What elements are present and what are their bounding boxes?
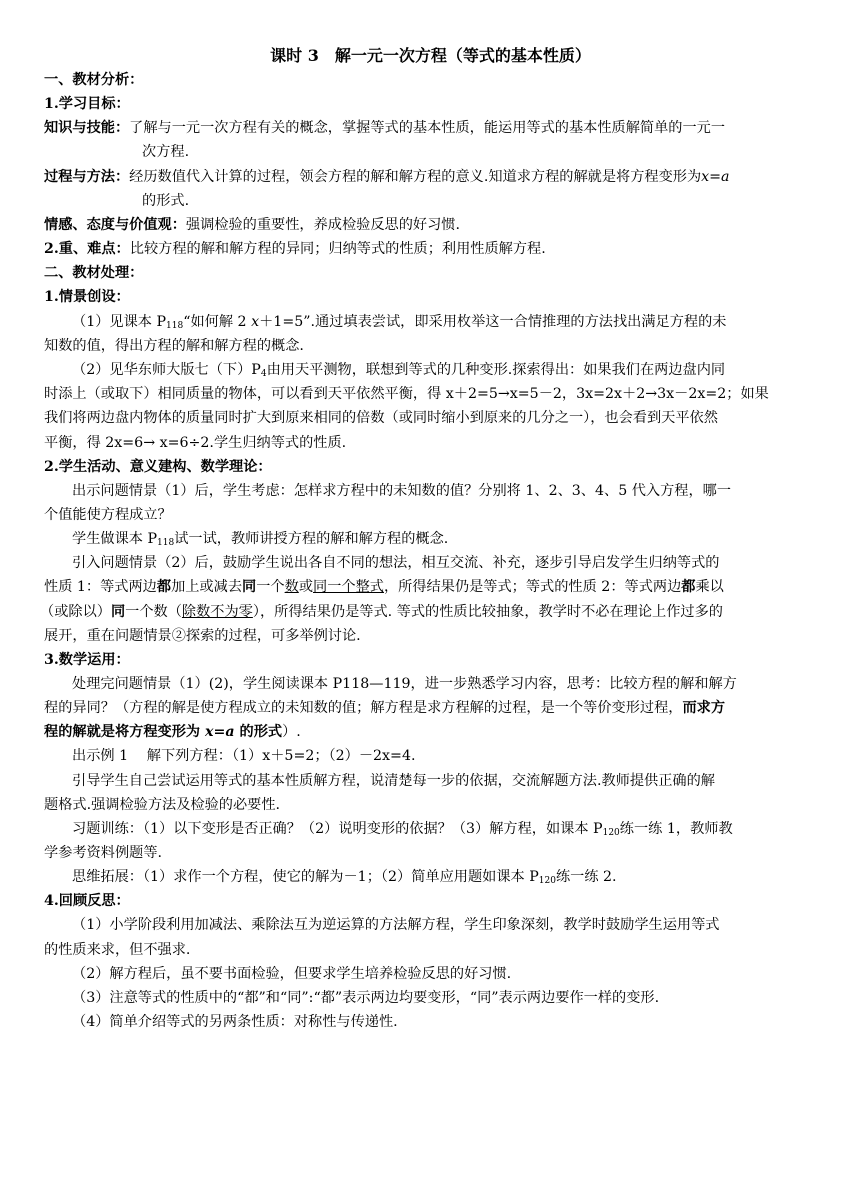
scenario-p2-line-1 bbox=[72, 361, 725, 379]
activity-p2-line bbox=[72, 530, 448, 548]
scenario-p1-text-b: “如何解 2 bbox=[183, 314, 247, 330]
page-ref-sub: 120 bbox=[602, 828, 620, 838]
application-p1-bold-b: 程的解就是将方程变形为 bbox=[44, 724, 206, 740]
extension-text-b: 练一练 2. bbox=[555, 869, 617, 885]
property-text-huo: 或 bbox=[298, 579, 314, 595]
property-text-a: 性质 1：等式两边 bbox=[44, 579, 157, 595]
page-ref-sub: 118 bbox=[166, 321, 184, 331]
emphasis-tong: 同 bbox=[242, 579, 257, 595]
extension-line bbox=[72, 868, 617, 886]
scenario-p1-text-c: ＋1=5”.通过填表尝试，即采用枚举这一合情推理的方法找出满足方程的未 bbox=[259, 314, 727, 330]
goals-heading: 1.学习目标： bbox=[44, 96, 130, 112]
property-text-f: （或除以） bbox=[40, 604, 111, 620]
key-line bbox=[44, 240, 546, 258]
scenario-heading: 1.情景创设： bbox=[44, 289, 130, 305]
reflection-2-line: （2）解方程后，虽不要书面检验，但要求学生培养检验反思的好习惯. bbox=[72, 966, 512, 982]
application-x-eq-a: x=a bbox=[205, 724, 235, 740]
activity-p1-line-2: 个值能使方程成立？ bbox=[44, 507, 172, 523]
guide-line-1: 引导学生自己尝试运用等式的基本性质解方程，说清楚每一步的依据，交流解题方法.教师提供正确的解 bbox=[72, 773, 715, 789]
knowledge-label: 知识与技能： bbox=[44, 120, 130, 136]
scenario-p2-line-4: 平衡，得 2x=6→ x=6÷2.学生归纳等式的性质. bbox=[44, 435, 347, 451]
reflection-3-line: （3）注意等式的性质中的“都”和“同”:“都”表示两边均要变形，“同”表示两边要作一样的变形. bbox=[72, 990, 660, 1006]
application-p1-end: ）. bbox=[282, 724, 301, 740]
activity-p3-line-2 bbox=[44, 578, 724, 596]
process-line-1 bbox=[44, 168, 730, 186]
reflection-4-line: （4）简单介绍等式的另两条性质：对称性与传递性. bbox=[72, 1014, 398, 1030]
application-p1-text: 程的异同？（方程的解是使方程成立的未知数的值；解方程是求方程解的过程，是一个等价变形过程， bbox=[44, 700, 683, 716]
underlined-integral-expression: 同一个整式 bbox=[313, 579, 384, 595]
knowledge-text-2: 次方程. bbox=[142, 144, 190, 160]
application-p1-line-3 bbox=[44, 723, 301, 741]
underlined-shu: 数 bbox=[284, 579, 299, 595]
activity-heading: 2.学生活动、意义建构、数学理论： bbox=[44, 459, 272, 475]
page-ref-sub: 120 bbox=[538, 876, 556, 886]
activity-p3-line-4: 展开，重在问题情景②探索的过程，可多举例讨论. bbox=[44, 628, 361, 644]
page-ref-sub: 4 bbox=[260, 369, 267, 379]
drill-line-2: 学参考资料例题等. bbox=[44, 845, 163, 861]
extension-text-a: 思维拓展：（1）求作一个方程，使它的解为－1；（2）简单应用题如课本 P bbox=[72, 869, 539, 885]
activity-p3-line-3 bbox=[40, 603, 723, 621]
emphasis-dou: 都 bbox=[156, 579, 172, 595]
reflection-1-line-1: （1）小学阶段利用加减法、乘除法互为逆运算的方法解方程，学生印象深刻，教学时鼓励学生运用等式 bbox=[72, 917, 720, 933]
activity-p3-line-1: 引入问题情景（2）后，鼓励学生说出各自不同的想法，相互交流、补充，逐步引导启发学生归纳等式的 bbox=[72, 555, 720, 571]
application-p1-bold-c: 的形式 bbox=[234, 724, 283, 740]
property-text-b: 加上或减去 bbox=[171, 579, 243, 595]
process-text-1: 经历数值代入计算的过程，领会方程的解和解方程的意义.知道求方程的解就是将方程变形为 bbox=[129, 169, 702, 185]
activity-p2-text-a: 学生做课本 P bbox=[72, 531, 157, 547]
activity-p1-line-1: 出示问题情景（1）后，学生考虑：怎样求方程中的未知数的值？分别将 1、2、3、4、5 代入方程，哪一 bbox=[72, 483, 732, 499]
knowledge-text-1: 了解与一元一次方程有关的概念，掌握等式的基本性质，能运用等式的基本性质解简单的一元一 bbox=[129, 120, 726, 136]
process-text-2: 的形式. bbox=[142, 193, 190, 209]
drill-text-a: 习题训练：（1）以下变形是否正确？（2）说明变形的依据？（3）解方程，如课本 P bbox=[72, 821, 603, 837]
scenario-p1-line-2: 知数的值，得出方程的解和解方程的概念. bbox=[44, 338, 304, 354]
example-1-line: 出示例 1 解下列方程：（1）x＋5=2；（2）－2x=4. bbox=[72, 748, 416, 764]
emphasis-dou-2: 都 bbox=[681, 579, 696, 595]
underlined-divisor-nonzero: 除数不为零 bbox=[181, 604, 253, 620]
property-text-c: 一个 bbox=[256, 579, 285, 595]
property-text-d: ，所得结果仍是等式；等式的性质 2：等式两边 bbox=[383, 579, 682, 595]
drill-line-1 bbox=[72, 820, 733, 838]
scenario-p1-line-1 bbox=[72, 313, 726, 331]
application-p1-line-2 bbox=[44, 699, 725, 717]
property-text-e: 乘以 bbox=[695, 579, 724, 595]
drill-text-b: 练一练 1，教师教 bbox=[619, 821, 733, 837]
scenario-p2-line-2: 时添上（或取下）相同质量的物体，可以看到天平依然平衡，得 x＋2=5→x=5－2，3x=2x＋2→3x－2x=2；如果 bbox=[44, 386, 769, 402]
page-title: 课时 3 解一元一次方程（等式的基本性质） bbox=[270, 46, 591, 65]
emotion-label: 情感、态度与价值观： bbox=[44, 217, 186, 233]
emotion-line bbox=[44, 216, 460, 234]
emotion-text: 强调检验的重要性，养成检验反思的好习惯. bbox=[185, 217, 460, 233]
activity-p2-text-b: 试一试，教师讲授方程的解和解方程的概念. bbox=[174, 531, 449, 547]
knowledge-line-1 bbox=[44, 119, 725, 137]
application-heading: 3.数学运用： bbox=[44, 652, 130, 668]
scenario-p2-line-3: 我们将两边盘内物体的质量同时扩大到原来相同的倍数（或同时缩小到原来的几分之一），也会看到天平依然 bbox=[44, 410, 718, 426]
key-text: 比较方程的解和解方程的异同；归纳等式的性质；利用性质解方程. bbox=[129, 241, 546, 257]
reflection-1-line-2: 的性质来求，但不强求. bbox=[44, 942, 191, 958]
guide-line-2: 题格式.强调检验方法及检验的必要性. bbox=[44, 797, 281, 813]
emphasis-tong-2: 同 bbox=[110, 604, 126, 620]
section-heading-processing: 二、教材处理： bbox=[44, 265, 144, 281]
property-text-h: ），所得结果仍是等式. 等式的性质比较抽象，教学时不必在理论上作过多的 bbox=[252, 604, 723, 620]
application-p1-line-1: 处理完问题情景（1）(2)，学生阅读课本 P118—119，进一步熟悉学习内容，思考：比较方程的解和解方 bbox=[72, 676, 737, 692]
section-heading-analysis: 一、教材分析： bbox=[44, 72, 144, 88]
key-label: 2.重、难点： bbox=[44, 241, 130, 257]
process-label: 过程与方法： bbox=[44, 169, 130, 185]
application-p1-bold-a: 而求方 bbox=[682, 700, 726, 716]
property-text-g: 一个数（ bbox=[125, 604, 182, 620]
scenario-p2-text-a: （2）见华东师大版七（下）P bbox=[72, 362, 261, 378]
scenario-p1-text-a: （1）见课本 P bbox=[72, 314, 167, 330]
process-x-eq-a: x=a bbox=[701, 169, 730, 185]
scenario-p2-text-b: 由用天平测物，联想到等式的几种变形.探索得出：如果我们在两边盘内同 bbox=[266, 362, 726, 378]
variable-x: x bbox=[251, 314, 260, 330]
reflection-heading: 4.回顾反思： bbox=[44, 893, 130, 909]
page-ref-sub: 118 bbox=[157, 538, 175, 548]
